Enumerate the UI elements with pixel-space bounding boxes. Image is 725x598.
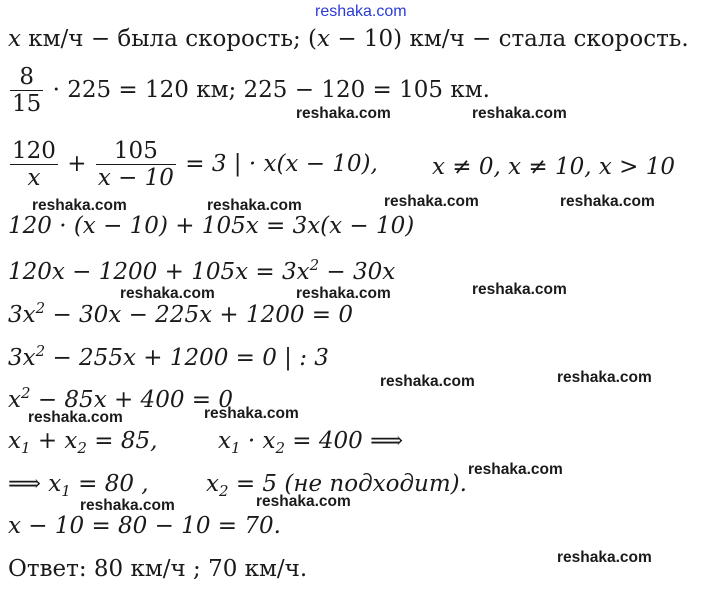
solution-line-11: x − 10 = 80 − 10 = 70. [8,513,281,539]
watermark: reshaka.com [472,281,567,298]
watermark: reshaka.com [557,369,652,386]
second-root: $x_2 = 5$ (не подходит). [206,471,467,500]
domain-condition: x ≠ 0, x ≠ 10, x > 10 [432,154,676,180]
watermark: reshaka.com [28,409,123,426]
watermark: reshaka.com [560,193,655,210]
watermark: reshaka.com [256,493,351,510]
watermark: reshaka.com [296,285,391,302]
answer-line: Ответ: 80 км/ч ; 70 км/ч. [8,556,308,582]
watermark: reshaka.com [472,105,567,122]
watermark: reshaka.com [296,105,391,122]
solution-line-4: 120 · (x − 10) + 105x = 3x(x − 10) [8,213,415,239]
watermark: reshaka.com [120,285,215,302]
watermark: reshaka.com [384,193,479,210]
vieta-product: $x_1 \cdot x_2 = 400$ ⟹ [218,428,404,457]
solution-line-9: $x_1 + x_2 = 85$, $x_1 \cdot x_2 = 400$ ⟹ [8,428,404,457]
watermark: reshaka.com [380,373,475,390]
solution-line-6: $3x^2 - 30x - 225x + 1200 = 0$ [8,299,354,328]
watermark-top: reshaka.com [315,3,407,20]
watermark: reshaka.com [468,461,563,478]
solution-line-10: ⟹ $x_1 = 80$ , $x_2 = 5$ (не подходит). [8,471,467,500]
fraction: $\frac{105}{x - 10}$ [97,138,174,192]
fraction: $\frac{120}{x}$ [12,138,56,192]
watermark: reshaka.com [207,197,302,214]
solution-line-5: $120x - 1200 + 105x = 3x^2 - 30x$ [8,256,396,285]
solution-line-2: $\frac{8}{15}$ · 225 = 120 км; 225 − 120 = 105 км. [12,64,490,118]
fraction: $\frac{8}{15}$ [12,64,42,118]
solution-line-3: $\frac{120}{x}$ + $\frac{105}{x - 10}$ = 3 | · x(x − 10), x ≠ 0, x ≠ 10, x > 10 [12,138,676,192]
watermark: reshaka.com [32,197,127,214]
watermark: reshaka.com [557,549,652,566]
watermark: reshaka.com [204,405,299,422]
solution-line-7: $3x^2 - 255x + 1200 = 0$ | : 3 [8,342,329,371]
solution-line-1: x км/ч − была скорость; (x − 10) км/ч − стала скорость. [8,26,689,52]
solution-line-8: $x^2 - 85x + 400 = 0$ [8,384,233,413]
watermark: reshaka.com [80,497,175,514]
